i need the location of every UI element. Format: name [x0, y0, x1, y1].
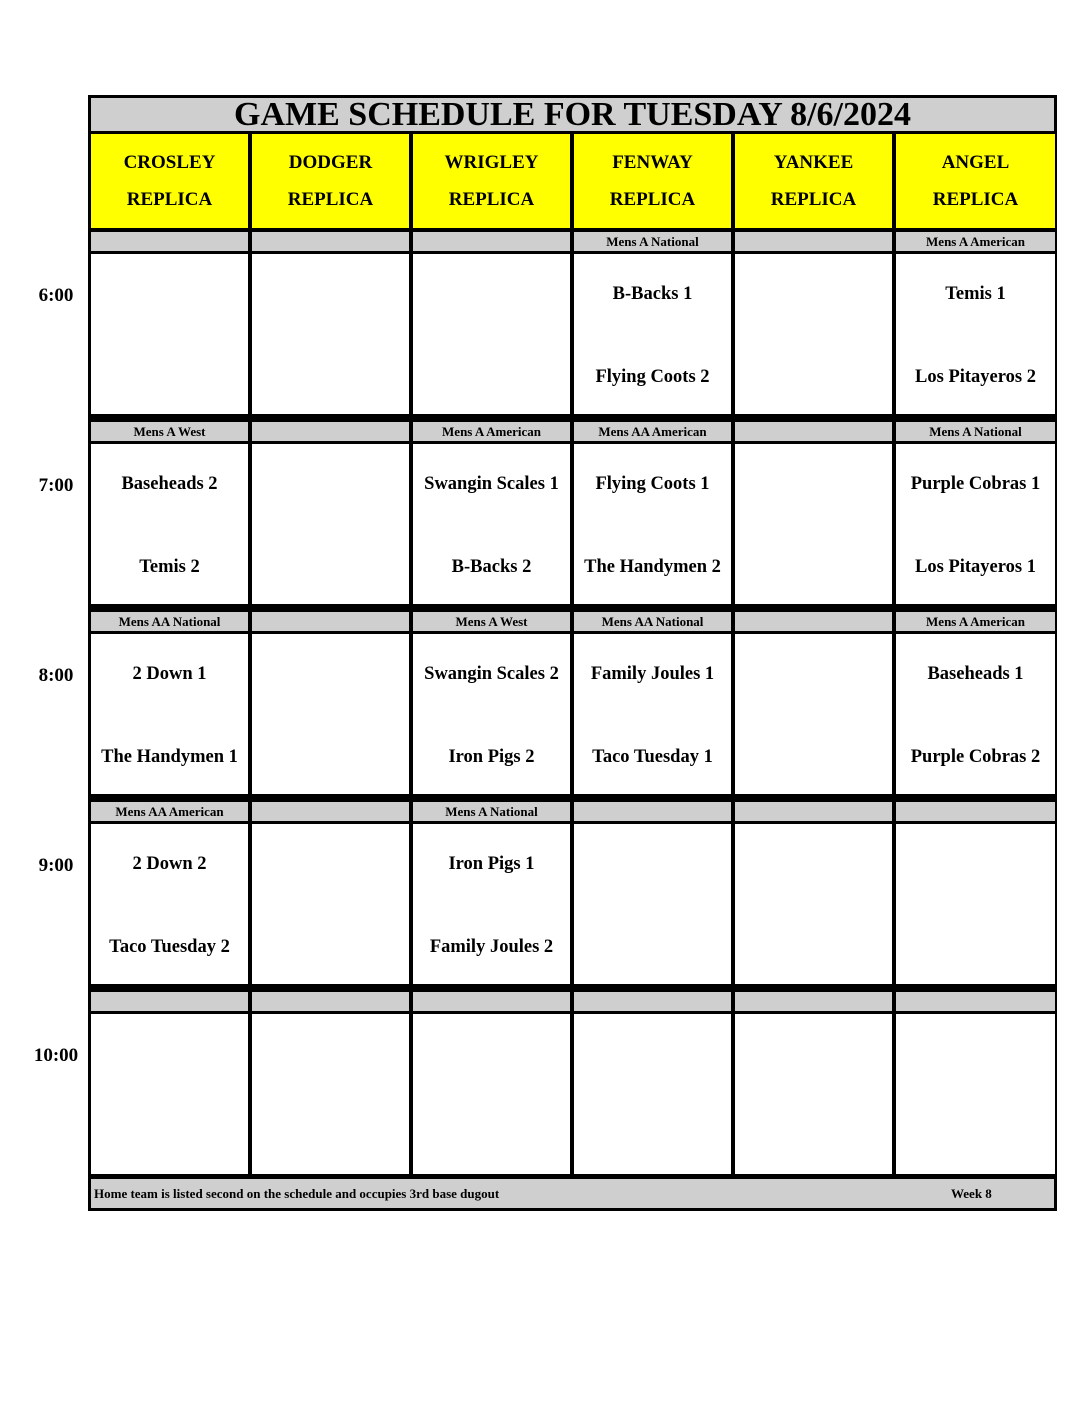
field-header-crosley [91, 134, 248, 228]
game-cell [252, 254, 409, 414]
footer-bar [91, 1179, 1054, 1208]
division-label: Mens A National [413, 802, 570, 821]
game-cell [91, 444, 248, 604]
division-label [91, 232, 248, 251]
division-label [735, 422, 892, 441]
division-label [735, 232, 892, 251]
time-label: 9:00 [38, 855, 74, 876]
away-team: B-Backs 1 [612, 284, 693, 304]
field-subtitle: REPLICA [932, 189, 1019, 210]
game-cell [574, 444, 731, 604]
division-label: Mens A National [896, 422, 1055, 441]
away-team: Baseheads 2 [121, 474, 218, 494]
schedule-table [88, 95, 1057, 1211]
division-label [735, 992, 892, 1011]
field-name: WRIGLEY [444, 152, 539, 173]
division-label [574, 802, 731, 821]
field-name: FENWAY [612, 152, 693, 173]
game-cell [252, 444, 409, 604]
division-label [91, 992, 248, 1011]
division-label: Mens A American [413, 422, 570, 441]
away-team: Purple Cobras 1 [910, 474, 1041, 494]
game-cell [735, 634, 892, 794]
field-header-yankee [735, 134, 892, 228]
away-team: Flying Coots 1 [595, 474, 710, 494]
game-cell [413, 634, 570, 794]
home-team: Taco Tuesday 2 [109, 937, 230, 957]
game-cell [413, 444, 570, 604]
field-name: CROSLEY [123, 152, 216, 173]
division-label [896, 802, 1055, 821]
game-cell [91, 824, 248, 984]
field-subtitle: REPLICA [126, 189, 213, 210]
game-cell [896, 254, 1055, 414]
field-name: YANKEE [773, 152, 854, 173]
game-cell [252, 1014, 409, 1174]
division-label: Mens A American [896, 612, 1055, 631]
division-label [574, 992, 731, 1011]
game-cell [574, 634, 731, 794]
away-team: 2 Down 1 [132, 664, 207, 684]
game-cell [896, 1014, 1055, 1174]
division-label: Mens A American [896, 232, 1055, 251]
game-cell [91, 1014, 248, 1174]
field-subtitle: REPLICA [770, 189, 857, 210]
home-team: The Handymen 1 [101, 747, 238, 767]
home-team: Flying Coots 2 [595, 367, 710, 387]
footer-note: Home team is listed second on the schedule and occupies 3rd base dugout [94, 1186, 500, 1201]
field-header-fenway [574, 134, 731, 228]
away-team: 2 Down 2 [132, 854, 207, 874]
home-team: Taco Tuesday 1 [592, 747, 713, 767]
home-team: B-Backs 2 [451, 557, 532, 577]
time-label: 8:00 [38, 665, 74, 686]
game-cell [252, 634, 409, 794]
home-team: Los Pitayeros 2 [915, 367, 1036, 387]
field-subtitle: REPLICA [609, 189, 696, 210]
game-cell [91, 254, 248, 414]
home-team: Los Pitayeros 1 [915, 557, 1036, 577]
field-name: ANGEL [941, 152, 1010, 173]
division-label: Mens AA American [574, 422, 731, 441]
division-label [413, 232, 570, 251]
time-label: 7:00 [38, 475, 74, 496]
field-header-wrigley [413, 134, 570, 228]
game-cell [896, 824, 1055, 984]
time-label: 10:00 [33, 1045, 79, 1066]
division-label: Mens A West [413, 612, 570, 631]
game-cell [574, 254, 731, 414]
away-team: Swangin Scales 2 [424, 664, 559, 684]
away-team: Baseheads 1 [927, 664, 1024, 684]
division-label: Mens A National [574, 232, 731, 251]
division-label: Mens AA American [91, 802, 248, 821]
game-cell [735, 824, 892, 984]
division-label: Mens AA National [91, 612, 248, 631]
away-team: Family Joules 1 [590, 664, 715, 684]
division-label [413, 992, 570, 1011]
week-label: Week 8 [951, 1186, 992, 1201]
field-subtitle: REPLICA [287, 189, 374, 210]
division-label [252, 232, 409, 251]
division-label [735, 802, 892, 821]
game-cell [896, 634, 1055, 794]
game-cell [896, 444, 1055, 604]
division-label [252, 802, 409, 821]
field-name: DODGER [288, 152, 373, 173]
game-cell [252, 824, 409, 984]
game-cell [413, 1014, 570, 1174]
game-cell [574, 1014, 731, 1174]
away-team: Swangin Scales 1 [424, 474, 559, 494]
field-header-dodger [252, 134, 409, 228]
home-team: Temis 2 [139, 557, 200, 577]
away-team: Temis 1 [945, 284, 1006, 304]
page-title: GAME SCHEDULE FOR TUESDAY 8/6/2024 [91, 98, 1054, 131]
game-cell [735, 1014, 892, 1174]
division-label [252, 992, 409, 1011]
home-team: Purple Cobras 2 [910, 747, 1041, 767]
field-subtitle: REPLICA [448, 189, 535, 210]
field-header-angel [896, 134, 1055, 228]
game-cell [574, 824, 731, 984]
division-label: Mens A West [91, 422, 248, 441]
home-team: Iron Pigs 2 [448, 747, 535, 767]
division-label [252, 612, 409, 631]
game-cell [91, 634, 248, 794]
time-label: 6:00 [38, 285, 74, 306]
away-team: Iron Pigs 1 [448, 854, 535, 874]
division-label: Mens AA National [574, 612, 731, 631]
division-label [896, 992, 1055, 1011]
division-label [735, 612, 892, 631]
game-cell [413, 824, 570, 984]
game-cell [735, 254, 892, 414]
home-team: The Handymen 2 [584, 557, 721, 577]
game-cell [735, 444, 892, 604]
home-team: Family Joules 2 [429, 937, 554, 957]
division-label [252, 422, 409, 441]
game-cell [413, 254, 570, 414]
